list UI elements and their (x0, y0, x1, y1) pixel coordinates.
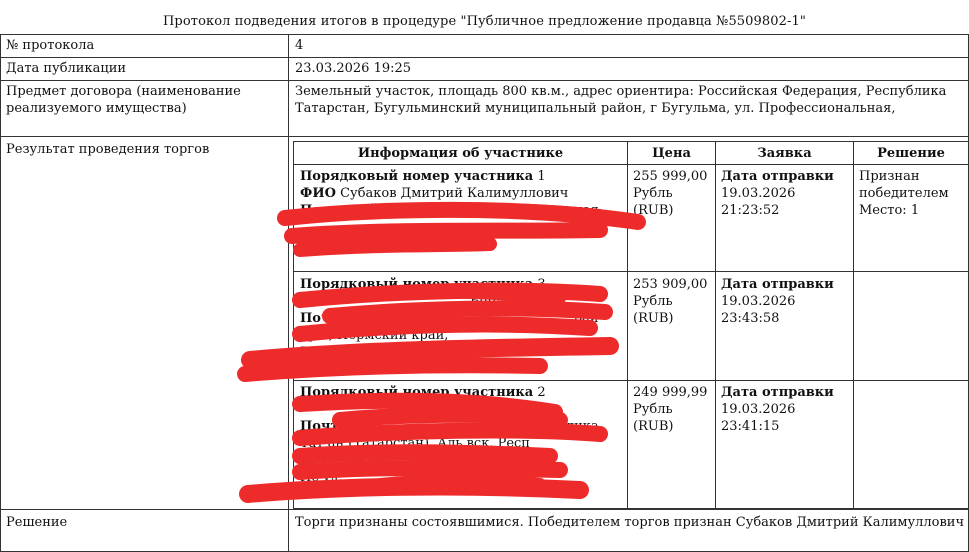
bid-cell (721, 384, 834, 435)
participant-fio: Хафизова (470, 402, 536, 417)
participant-number: 1 (537, 169, 546, 184)
decision-line: победителем (859, 186, 949, 201)
subject-label-line-1: Предмет договора (наименование (6, 84, 241, 99)
participant-address: Ис уд. (300, 470, 343, 485)
row-divider (0, 136, 969, 137)
price-cell (633, 168, 707, 219)
price-currency: Рубль (633, 186, 673, 201)
participant-address: ублика (550, 419, 599, 434)
participant-fio: Берлинских (470, 294, 553, 309)
table-row-divider (293, 164, 969, 165)
price-value: 255 999,00 (633, 169, 708, 184)
publication-date-value: 23.03.2026 19:25 (295, 61, 412, 76)
price-currency-code: (RUB) (633, 311, 674, 326)
publication-date-label: Дата публикации (6, 61, 127, 76)
protocol-number-value: 4 (295, 38, 304, 53)
price-currency-code: (RUB) (633, 419, 674, 434)
address-label: Почтов (300, 419, 357, 434)
sent-date: 19.03.2026 (721, 402, 796, 417)
participant-address: рай (573, 311, 599, 326)
header-participant-info: Информация об участнике (357, 146, 564, 161)
address-label: Почтовый адрес (300, 203, 426, 218)
row-divider (0, 34, 969, 35)
address-label: Почтовый адр (300, 311, 410, 326)
document-title: Протокол подведения итогов в процедуре "Публичное предложение продавца №5509802-1" (163, 14, 806, 29)
decision-value: Торги признаны состоявшимися. Победителем торгов признан Субаков Дмитрий Калимуллович (295, 515, 965, 530)
price-value: 249 999,99 (633, 385, 708, 400)
participant-number-label: Порядковый номер участника (300, 277, 534, 292)
protocol-number-label: № протокола (6, 38, 95, 53)
table-col-divider (853, 141, 854, 509)
decision-line: Признан (859, 169, 920, 184)
table-col-divider (627, 141, 628, 509)
col-divider (288, 34, 289, 552)
decision-label: Решение (6, 515, 68, 530)
fio-label: ФИО (300, 186, 336, 201)
participant-number: 2 (537, 385, 546, 400)
participant-number-label: Порядковый номер участника (300, 385, 534, 400)
row-divider (0, 80, 969, 81)
result-label: Результат проведения торгов (6, 142, 210, 157)
sent-label: Дата отправки (721, 169, 834, 184)
subject-value-line-1: Земельный участок, площадь 800 кв.м., адрес ориентира: Российская Федерация, Республика (295, 84, 947, 99)
price-cell (633, 276, 707, 327)
bid-cell (721, 168, 834, 219)
decision-cell (859, 168, 949, 219)
sent-time: 23:43:58 (721, 311, 780, 326)
table-row (300, 276, 622, 361)
header-bid: Заявка (757, 146, 812, 161)
row-divider (0, 509, 969, 510)
price-currency-code: (RUB) (633, 203, 674, 218)
header-price: Цена (652, 146, 691, 161)
col-divider (0, 34, 1, 552)
table-row-divider (293, 380, 969, 381)
sent-time: 23:41:15 (721, 419, 780, 434)
participant-number: 3 (537, 277, 546, 292)
header-decision: Решение (877, 146, 945, 161)
participant-address: 4...0, Россия, Самарская (429, 203, 599, 218)
participant-address: кр я, Пермский край, (300, 328, 449, 343)
sent-date: 19.03.2026 (721, 294, 796, 309)
participant-address: Перм (300, 345, 338, 360)
participant-number-label: Порядковый номер участника (300, 169, 534, 184)
subject-label-line-2: реализуемого имущества) (6, 101, 187, 116)
sent-date: 19.03.2026 (721, 186, 796, 201)
price-value: 253 909,00 (633, 277, 708, 292)
table-row (300, 168, 622, 219)
fio-label: ФИО (300, 294, 336, 309)
bid-cell (721, 276, 834, 327)
price-currency: Рубль (633, 402, 673, 417)
participant-address: Татар вский, с. Кама- (300, 453, 448, 468)
sent-label: Дата отправки (721, 385, 834, 400)
sent-label: Дата отправки (721, 277, 834, 292)
table-col-divider (715, 141, 716, 509)
subject-value-line-2: Татарстан, Бугульминский муниципальный район, г Бугульма, ул. Профессиональная, (295, 101, 896, 116)
participant-address: Тат ан (Татарстан), Аль вск, Респ (300, 436, 530, 451)
row-divider (0, 57, 969, 58)
sent-time: 21:23:52 (721, 203, 780, 218)
decision-line: Место: 1 (859, 203, 920, 218)
participant-fio: Субаков Дмитрий Калимуллович (340, 186, 569, 201)
table-row (300, 384, 622, 486)
price-cell (633, 384, 707, 435)
table-row-divider (293, 271, 969, 272)
price-currency: Рубль (633, 294, 673, 309)
